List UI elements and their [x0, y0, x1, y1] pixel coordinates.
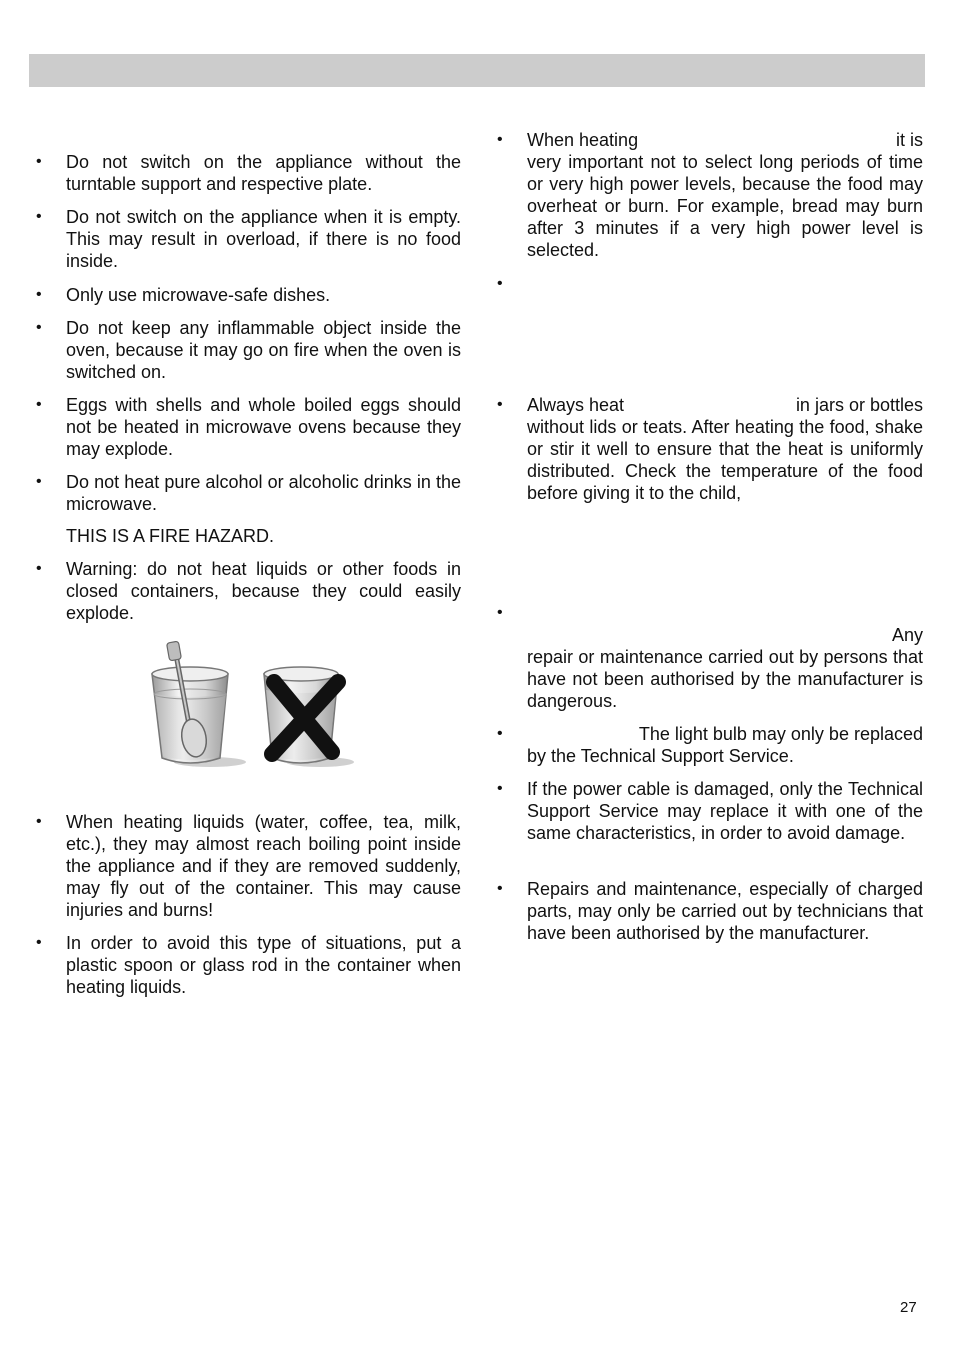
list-item-text	[527, 723, 923, 767]
list-item-text-end: The light bulb may only be replaced	[638, 724, 923, 744]
list-item-text	[527, 129, 923, 261]
bullet: •	[36, 396, 42, 413]
bullet: •	[36, 286, 42, 303]
list-item-text: Eggs with shells and whole boiled eggs should not be heated in microwave ovens because they may explode.	[66, 395, 461, 459]
crossed-out-glass-icon	[264, 667, 354, 767]
bullet: •	[497, 604, 503, 621]
list-item-text-start: When heating	[527, 130, 639, 150]
list-item-text-rest: without lids or teats. After heating the food, shake or stir it well to ensure that the heat is uniformly distributed. Check the temperature of the food before giving it to the child,	[527, 417, 923, 503]
list-item-text: Do not switch on the appliance without the turntable support and respective plate.	[66, 152, 461, 194]
section-header-bar	[29, 54, 925, 87]
bullet: •	[36, 153, 42, 170]
list-item-text-end: Any	[891, 625, 923, 645]
list-item-text	[527, 394, 923, 504]
bullet: •	[497, 780, 503, 797]
list-item-text	[527, 602, 923, 712]
warning-text: THIS IS A FIRE HAZARD.	[66, 526, 275, 546]
list-item	[497, 723, 923, 767]
list-item	[36, 811, 461, 921]
list-item	[497, 778, 923, 844]
list-item	[36, 471, 461, 515]
list-item	[497, 878, 923, 944]
bullet: •	[497, 396, 503, 413]
glasses-svg	[148, 638, 358, 770]
glasses-illustration	[148, 638, 358, 770]
bullet: •	[36, 208, 42, 225]
list-item-text-rest: repair or maintenance carried out by persons that have not been authorised by the manufacturer is dangerous.	[527, 647, 923, 711]
bullet: •	[36, 473, 42, 490]
bullet: •	[497, 131, 503, 148]
bullet: •	[36, 319, 42, 336]
bullet: •	[36, 934, 42, 951]
list-item-text: Do not keep any inflammable object inside the oven, because it may go on fire when the oven is switched on.	[66, 318, 461, 382]
bullet: •	[497, 880, 503, 897]
glass-with-spoon-icon	[152, 641, 246, 767]
list-item	[36, 284, 461, 306]
list-item	[36, 206, 461, 272]
list-item-text-rest: very important not to select long periods of time or very high power levels, because the food may overheat or burn. For example, bread may burn after 3 minutes if a very high power level is selected.	[527, 152, 923, 260]
list-item-text: Only use microwave-safe dishes.	[66, 285, 331, 305]
list-item	[36, 932, 461, 998]
list-item	[497, 394, 923, 504]
bullet: •	[36, 813, 42, 830]
list-item	[36, 151, 461, 195]
list-item	[36, 394, 461, 460]
bullet: •	[36, 560, 42, 577]
list-item-text-start: Always heat	[527, 395, 625, 415]
list-item-text: Do not switch on the appliance when it is empty. This may result in overload, if there is no food inside.	[66, 207, 461, 271]
fire-hazard-warning	[36, 525, 461, 547]
page-number: 27	[900, 1299, 917, 1316]
list-item-text: Do not heat pure alcohol or alcoholic drinks in the microwave.	[66, 472, 461, 514]
list-item-text-end: in jars or bottles	[795, 395, 923, 415]
list-item-text-rest: by the Technical Support Service.	[527, 746, 794, 766]
list-item-text: When heating liquids (water, coffee, tea, milk, etc.), they may almost reach boiling point inside the appliance and if they are removed suddenly, may fly out of the container. This may cause injuries and burns!	[66, 812, 461, 920]
list-item-text: Warning: do not heat liquids or other foods in closed containers, because they could easily explode.	[66, 559, 461, 623]
list-item	[497, 129, 923, 261]
list-item	[36, 558, 461, 624]
bullet: •	[497, 275, 503, 292]
list-item-text: Repairs and maintenance, especially of charged parts, may only be carried out by technicians that have been authorised by the manufacturer.	[527, 879, 923, 943]
list-item-text: In order to avoid this type of situations, put a plastic spoon or glass rod in the container when heating liquids.	[66, 933, 461, 997]
list-item	[497, 602, 923, 712]
list-item	[36, 317, 461, 383]
bullet: •	[497, 725, 503, 742]
list-item-text-end: it is	[896, 130, 923, 150]
list-item-text: If the power cable is damaged, only the Technical Support Service may replace it with one of the same characteristics, in order to avoid damage.	[527, 779, 923, 843]
